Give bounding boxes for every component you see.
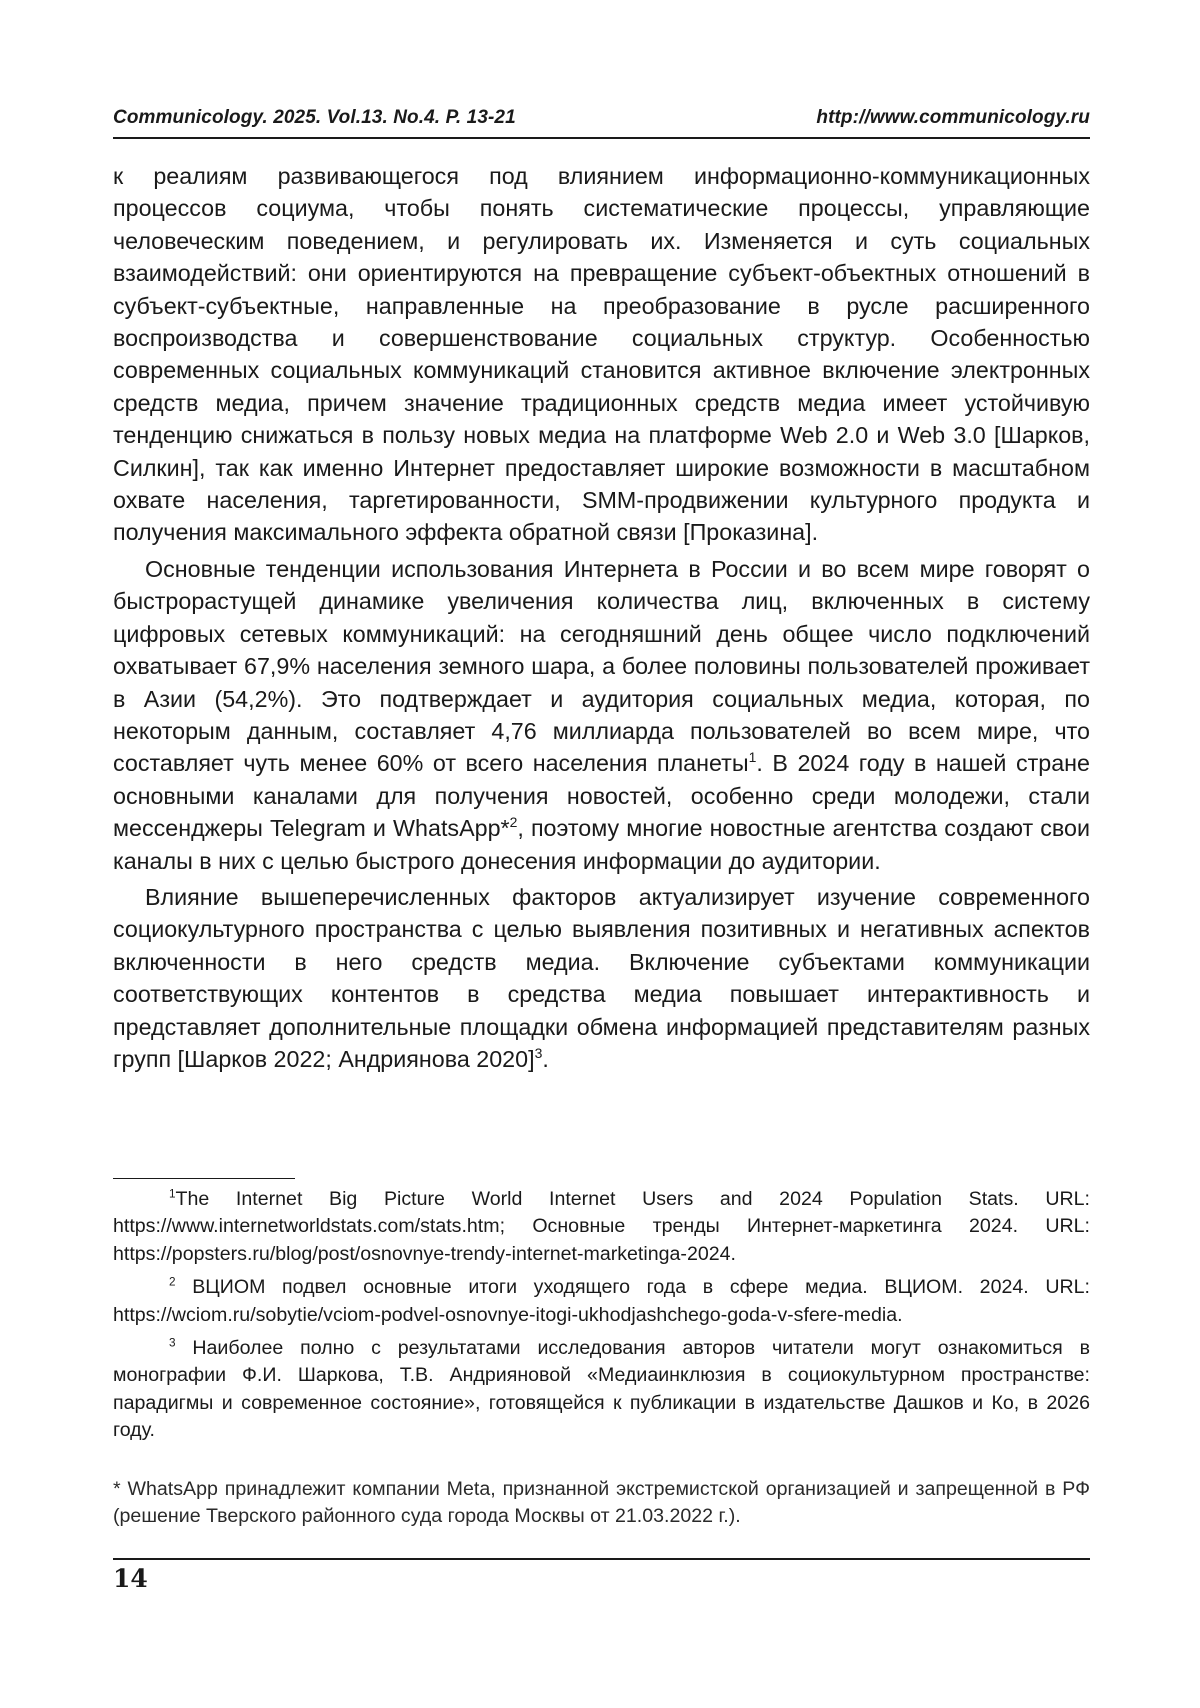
footnote-3-number: 3 <box>169 1336 176 1350</box>
footnote-1-number: 1 <box>169 1187 176 1201</box>
running-header <box>113 103 1090 139</box>
paragraph-3-text: Влияние вышеперечисленных факторов актуализирует изучение современного социокультурного пространства с целью выявления позитивных и негативных аспектов включенности в него средств медиа. Включение субъектами коммуникации соответствующих контентов в средства медиа повышает интерактивность и представляет дополнительные площадки обмена информацией представителям разных групп [Шарков 2022; Андриянова 2020] <box>113 883 1090 1072</box>
footnote-3 <box>113 1335 1090 1445</box>
paragraph-2-text-c: , поэтому многие новостные агентства создают свои каналы в них с целью быстрого донесения информации до аудитории. <box>113 815 1090 874</box>
footnote-2-number: 2 <box>169 1275 176 1289</box>
footnote-ref-3: 3 <box>534 1045 543 1062</box>
footnote-ref-2: 2 <box>509 814 518 831</box>
footnote-3-text: Наиболее полно с результатами исследования авторов читатели могут ознакомиться в монографии Ф.И. Шаркова, Т.В. Андрияновой «Медиаинклюзия в социокультурном пространстве: парадигмы и современное состояние», готовящейся к публикации в издательстве Дашков и Ко, в 2026 году. <box>113 1337 1090 1442</box>
footnote-separator <box>113 1178 295 1179</box>
paragraph-2 <box>113 553 1090 877</box>
footnotes <box>113 1186 1090 1451</box>
footnote-2-text: ВЦИОМ подвел основные итоги уходящего года в сфере медиа. ВЦИОМ. 2024. URL: https://wciom.ru/sobytie/vciom-podvel-osnovnye-itogi-ukhodjashchego-goda-v-sfere-media. <box>113 1276 1090 1326</box>
journal-url: http://www.communicology.ru <box>816 107 1090 128</box>
footnote-2 <box>113 1274 1090 1329</box>
footnote-1 <box>113 1186 1090 1268</box>
paragraph-2-text-b: . В 2024 году в нашей стране основными каналами для получения новостей, особенно среди молодежи, стали мессенджеры Telegram и WhatsApp* <box>113 750 1090 842</box>
paragraph-2-text-a: Основные тенденции использования Интернета в России и во всем мире говорят о быстрорастущей динамике увеличения количества лиц, включенных в систему цифровых сетевых коммуникаций: на сегодняшний день общее число подключений охватывает 67,9% населения земного шара, а более половины пользователей проживает в Азии (54,2%). Это подтверждает и аудитория социальных медиа, которая, по некоторым данным, составляет 4,76 миллиарда пользователей во всем мире, что составляет чуть менее 60% от всего населения планеты <box>113 555 1090 777</box>
paragraph-3 <box>113 881 1090 1075</box>
page-number: 14 <box>113 1564 148 1593</box>
footnote-1-text: The Internet Big Picture World Internet Users and 2024 Population Stats. URL: https://www.internetworldstats.com/stats.htm; Основные тренды Интернет-маркетинга 2024. URL: https://popsters.ru/blog/post/osnovnye-trendy-internet-marketinga-2024. <box>113 1188 1090 1265</box>
article-body <box>113 160 1090 1075</box>
paragraph-3-end: . <box>542 1045 549 1072</box>
footnote-ref-1: 1 <box>748 749 757 766</box>
footer-rule <box>113 1558 1090 1560</box>
whatsapp-disclaimer: * WhatsApp принадлежит компании Meta, признанной экстремистской организацией и запрещенной в РФ (решение Тверского районного суда города Москвы от 21.03.2022 г.). <box>113 1478 1090 1528</box>
paragraph-1: к реалиям развивающегося под влиянием информационно-коммуникационных процессов социума, чтобы понять систематические процессы, управляющие человеческим поведением, и регулировать их. Изменяется и суть социальных взаимодействий: они ориентируются на превращение субъект-объектных отношений в субъект-субъектные, направленные на преобразование в русле расширенного воспроизводства и совершенствование социальных структур. Особенностью современных социальных коммуникаций становится активное включение электронных средств медиа, причем значение традиционных средств медиа имеет устойчивую тенденцию снижаться в пользу новых медиа на платформе Web 2.0 и Web 3.0 [Шарков, Силкин], так как именно Интернет предоставляет широкие возможности в масштабном охвате населения, таргетированности, SMM-продвижении культурного продукта и получения максимального эффекта обратной связи [Проказина]. <box>113 163 1090 546</box>
journal-reference: Communicology. 2025. Vol.13. No.4. P. 13-21 <box>113 107 516 128</box>
